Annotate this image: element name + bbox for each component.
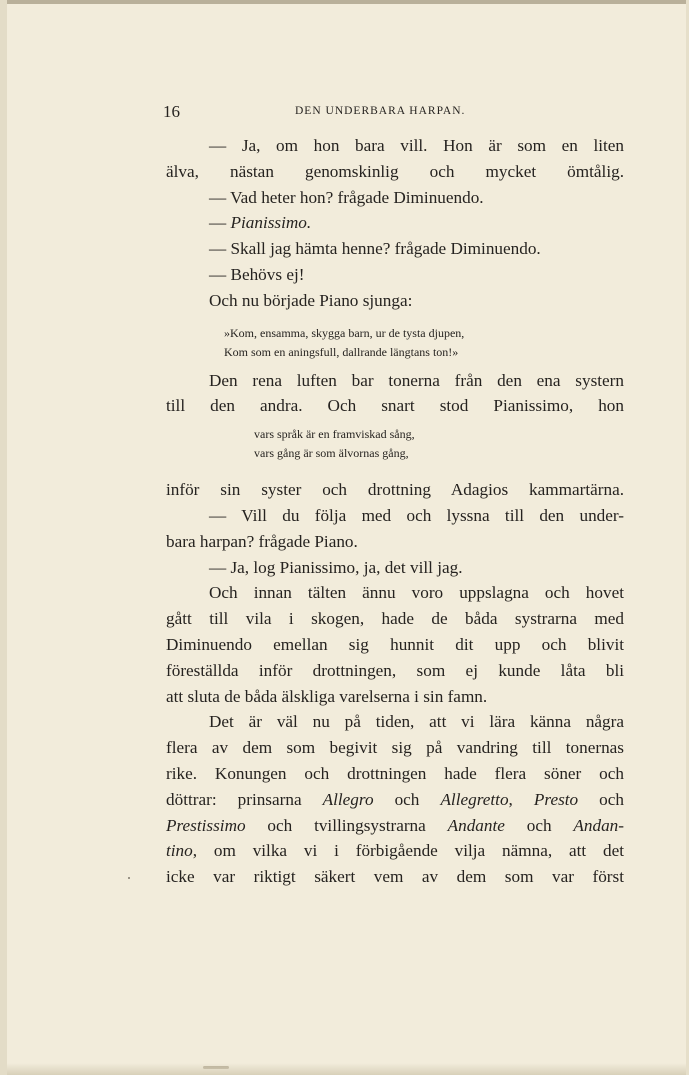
text-line: föreställda inför drottningen, som ej kunde låta bli	[166, 660, 624, 680]
text-line: rike. Konungen och drottningen hade flera söner och	[166, 763, 624, 783]
text-run: ,	[508, 789, 534, 809]
italic-name: Andante	[447, 815, 505, 835]
dash: —	[209, 213, 231, 233]
text-line: inför sin syster och drottning Adagios kammartärna.	[166, 480, 624, 500]
italic-name: Allegro	[322, 789, 374, 809]
text-line: Diminuendo emellan sig hunnit dit upp och blivit	[166, 634, 624, 654]
text-line	[166, 210, 624, 236]
text-run: döttrar: prinsarna	[166, 789, 323, 809]
text-line: flera av dem som begivit sig på vandring till tonernas	[166, 738, 624, 758]
text-line: Den rena luften bar tonerna från den ena systern	[209, 370, 624, 390]
text-line: — Vill du följa med och lyssna till den under-	[209, 505, 624, 525]
text-run: och tvillingsystrarna	[245, 815, 448, 835]
text-line	[166, 813, 624, 839]
text-line	[166, 787, 624, 813]
verse-line: »Kom, ensamma, skygga barn, ur de tysta djupen,	[224, 325, 465, 340]
text-line: — Ja, om hon bara vill. Hon är som en liten	[209, 136, 624, 155]
running-head: DEN UNDERBARA HARPAN.	[295, 105, 466, 117]
text-run: och	[578, 789, 624, 809]
italic-name: Pianissimo.	[230, 213, 312, 233]
spacer	[166, 463, 624, 477]
text-line: Det är väl nu på tiden, att vi lära känna några	[209, 712, 624, 732]
text-line: — Ja, log Pianissimo, ja, det vill jag.	[209, 557, 463, 577]
text-line: — Behövs ej!	[209, 264, 305, 284]
italic-name: Andan-	[573, 815, 624, 835]
text-line: Och nu började Piano sjunga:	[209, 290, 413, 310]
text-line: bara harpan? frågade Piano.	[166, 531, 358, 551]
page-number: 16	[163, 102, 180, 121]
italic-name: Prestissimo	[166, 815, 246, 835]
text-line: älva, nästan genomskinlig och mycket ömtålig.	[166, 161, 624, 181]
body-text	[166, 133, 624, 890]
text-run: och	[504, 815, 574, 835]
text-line: Och innan tälten ännu voro uppslagna och hovet	[209, 583, 624, 603]
text-line: till den andra. Och snart stod Pianissimo, hon	[166, 396, 624, 416]
text-line: gått till vila i skogen, hade de båda systrarna med	[166, 609, 624, 629]
italic-name: tino	[166, 841, 193, 861]
italic-name: Allegretto	[440, 789, 509, 809]
ink-speck	[128, 877, 130, 879]
verse-line: Kom som en aningsfull, dallrande längtans ton!»	[224, 344, 459, 359]
text-line: icke var riktigt säkert vem av dem som var först	[166, 867, 624, 887]
text-run: , om vilka vi i förbigående vilja nämna, att det	[192, 841, 624, 861]
verse-line: vars gång är som älvornas gång,	[254, 446, 409, 461]
text-line: att sluta de båda älskliga varelserna i sin famn.	[166, 686, 488, 706]
paper-stain	[203, 1066, 229, 1069]
text-line: — Vad heter hon? frågade Diminuendo.	[209, 187, 484, 207]
verse-line: vars språk är en framviskad sång,	[254, 427, 415, 442]
text-run: och	[373, 789, 441, 809]
italic-name: Presto	[533, 789, 579, 809]
spacer	[166, 314, 624, 324]
text-line	[166, 838, 624, 864]
page-header	[160, 102, 624, 124]
text-line: — Skall jag hämta henne? frågade Diminuendo.	[209, 239, 541, 259]
